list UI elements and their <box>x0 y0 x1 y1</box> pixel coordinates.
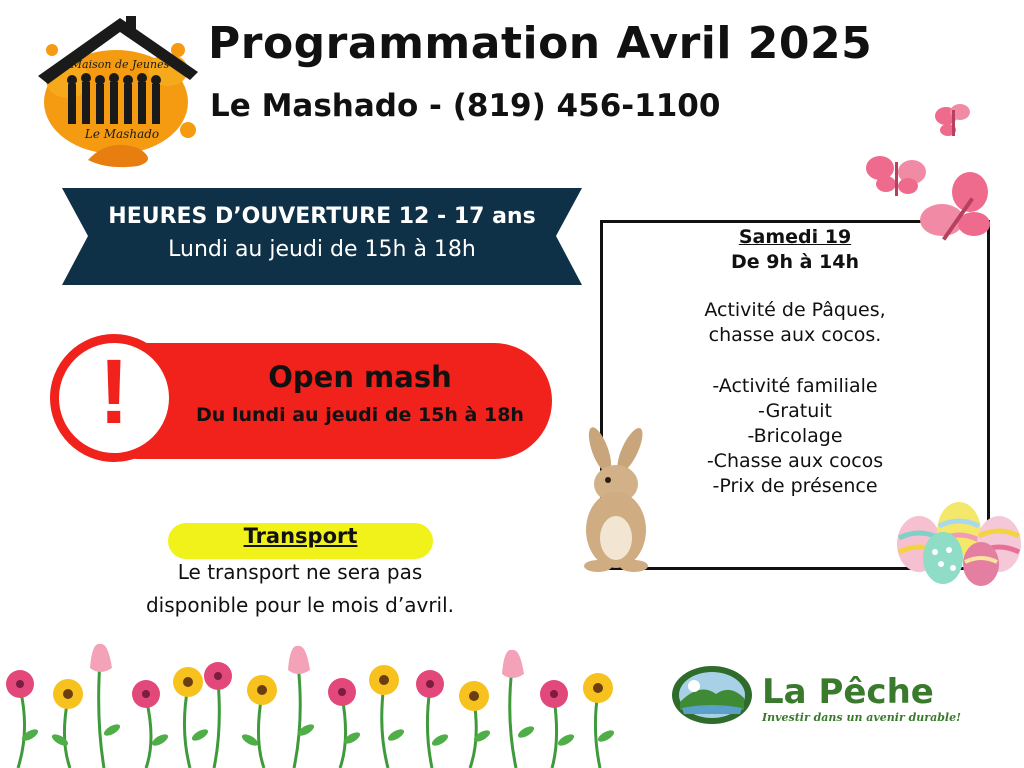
sponsor-tagline: Investir dans un avenir durable! <box>762 711 961 724</box>
transport-line-1: Le transport ne sera pas <box>177 560 423 584</box>
flowers-decoration <box>0 640 615 768</box>
event-list-item: -Prix de présence <box>712 475 878 497</box>
open-mash-title: Open mash <box>268 360 452 394</box>
transport-notice <box>100 556 500 622</box>
page-title: Programmation Avril 2025 <box>208 18 873 69</box>
butterflies-icon <box>860 98 1000 258</box>
easter-eggs-icon <box>893 492 1023 588</box>
event-desc-line-1: Activité de Pâques, <box>704 299 886 321</box>
butterfly-large-icon <box>920 172 990 241</box>
event-time: De 9h à 14h <box>730 251 860 273</box>
butterfly-medium-icon <box>866 156 926 196</box>
event-list-item: -Gratuit <box>758 400 832 422</box>
event-list-item: -Bricolage <box>747 425 843 447</box>
hours-line: Lundi au jeudi de 15h à 18h <box>168 237 476 262</box>
event-desc-line-2: chasse aux cocos. <box>708 324 882 346</box>
open-mash-subtitle: Du lundi au jeudi de 15h à 18h <box>196 404 524 426</box>
event-date: Samedi 19 <box>738 226 852 248</box>
hours-block <box>62 204 582 262</box>
hours-heading: HEURES D’OUVERTURE 12 - 17 ans <box>108 204 536 229</box>
transport-line-2: disponible pour le mois d’avril. <box>145 593 455 617</box>
event-description <box>600 298 990 348</box>
page-subtitle: Le Mashado - (819) 456-1100 <box>210 88 721 124</box>
mashado-logo <box>28 10 208 170</box>
logo-text-bottom: Le Mashado <box>84 127 160 141</box>
exclamation-icon: ! <box>98 341 130 443</box>
sponsor-name: La Pêche <box>762 672 934 712</box>
bunny-icon <box>572 426 662 572</box>
logo-text-top: Maison de Jeunes <box>70 58 170 71</box>
la-peche-emblem-icon <box>670 664 754 726</box>
butterfly-small-icon <box>935 104 970 136</box>
event-list-item: -Activité familiale <box>712 375 878 397</box>
event-list-item: -Chasse aux cocos <box>706 450 884 472</box>
transport-label: Transport <box>243 524 358 548</box>
